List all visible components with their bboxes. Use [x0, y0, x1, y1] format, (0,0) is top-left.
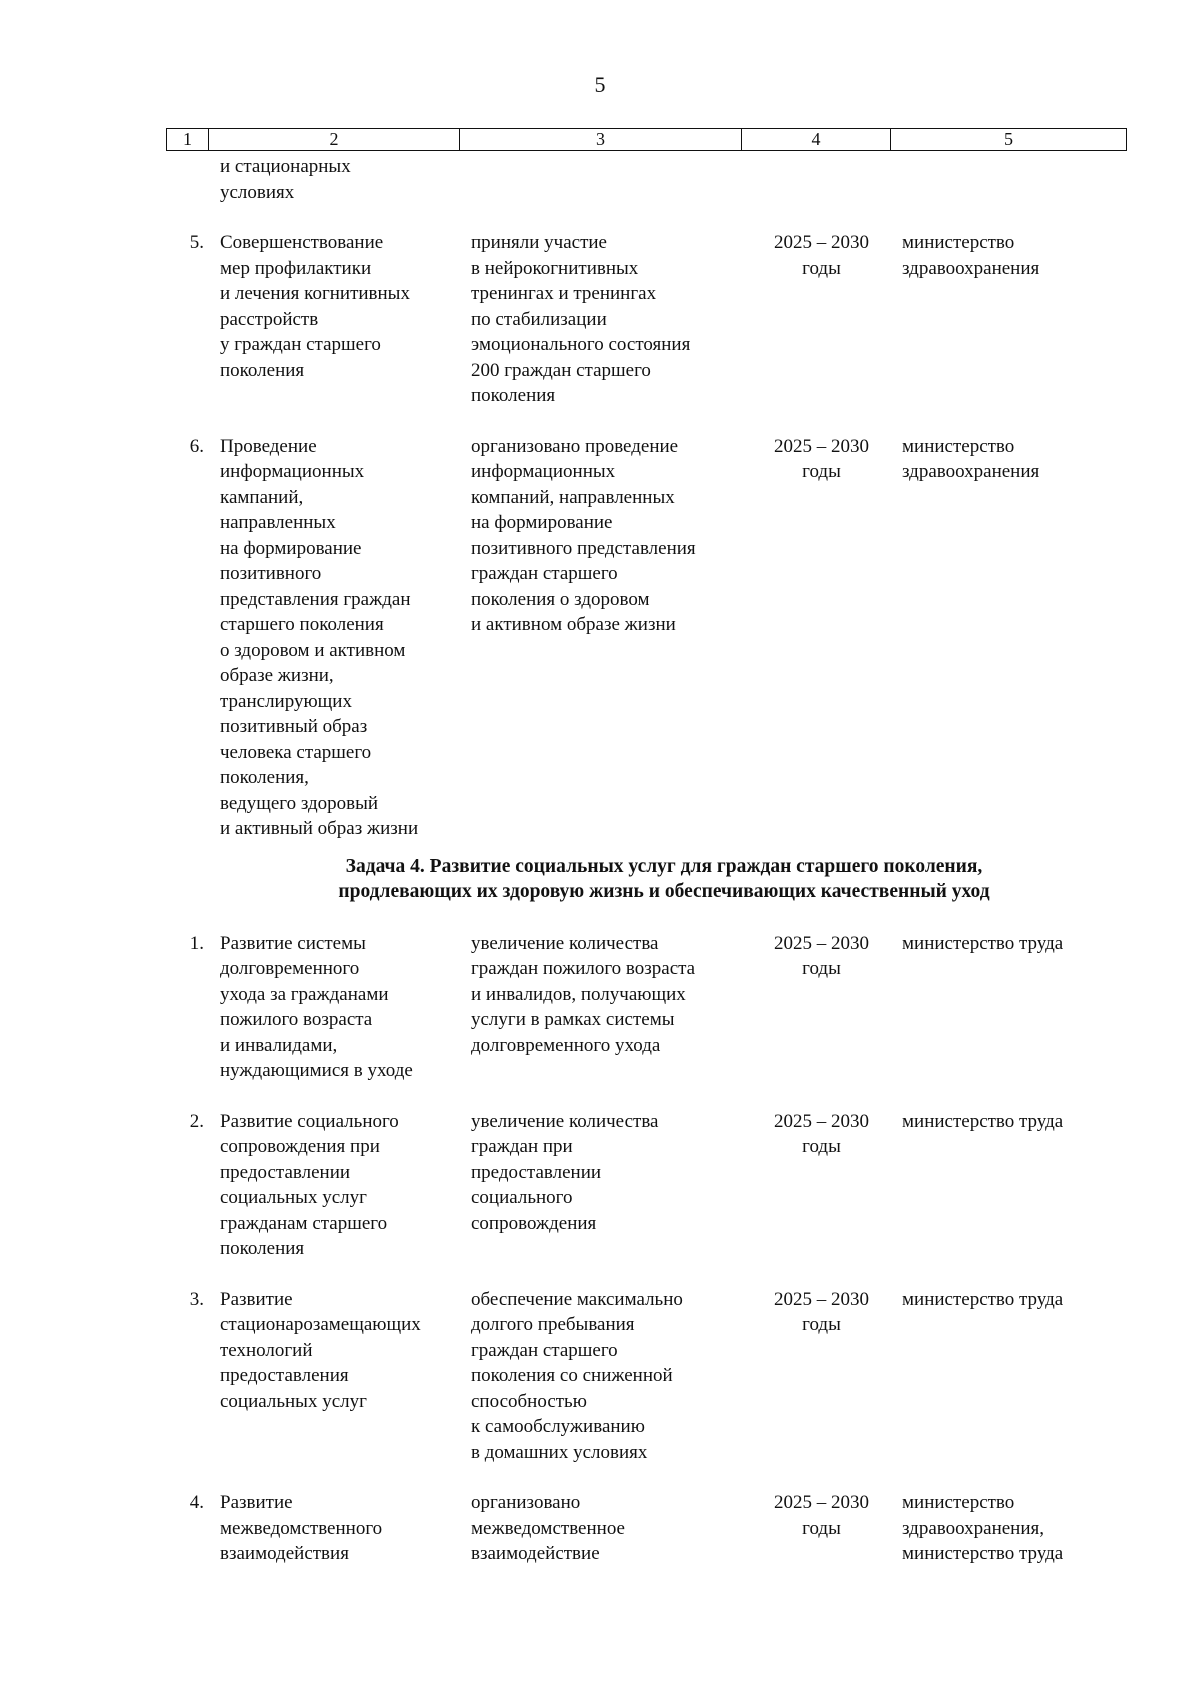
period-text: 2025 – 2030 годы	[774, 232, 869, 279]
executor-text: министерство здравоохранения	[902, 435, 1040, 482]
column-number-4: 4	[742, 129, 891, 151]
table-row	[166, 1109, 1126, 1262]
column-number-3: 3	[460, 129, 742, 151]
measure-text: Развитие стационарозамещающих технологий предоставления социальных услуг	[220, 1288, 421, 1412]
period-text: 2025 – 2030 годы	[774, 435, 869, 482]
table-row	[166, 1490, 1126, 1567]
period-text: 2025 – 2030 годы	[774, 1288, 869, 1335]
executor-text: министерство труда	[902, 1288, 1064, 1310]
executor-text: министерство здравоохранения	[902, 232, 1040, 279]
result-text: увеличение количества граждан при предоставлении социального сопровождения	[471, 1110, 659, 1234]
measure-text: Развитие межведомственного взаимодействия	[220, 1492, 383, 1564]
result-text: приняли участие в нейрокогнитивных тренингах и тренингах по стабилизации эмоционального состояния 200 граждан старшего поколения	[471, 232, 691, 406]
column-number-1: 1	[167, 129, 209, 151]
column-number-header	[166, 128, 1127, 151]
section-title: Задача 4. Развитие социальных услуг для граждан старшего поколения, продлевающих их здоровую жизнь и обеспечивающих качественный уход	[338, 855, 990, 902]
row-number: 2.	[189, 1110, 204, 1132]
row-number: 6.	[189, 435, 204, 457]
measure-text: Проведение информационных кампаний, направленных на формирование позитивного представления граждан старшего поколения о здоровом и активном образе жизни, транслирующих позитивный образ человека старшего поколения, ведущего здоровый и активный образ жизни	[220, 435, 419, 839]
table-row	[166, 931, 1126, 1084]
executor-text: министерство труда	[902, 1110, 1064, 1132]
measure-text: и стационарных условиях	[220, 156, 351, 203]
column-number-5: 5	[891, 129, 1127, 151]
row-number: 4.	[189, 1492, 204, 1513]
measure-text: Совершенствование мер профилактики и лечения когнитивных расстройств у граждан старшего поколения	[220, 232, 410, 381]
page-number: 5	[594, 72, 606, 97]
period-text: 2025 – 2030 годы	[774, 1492, 869, 1539]
result-text: организовано межведомственное взаимодействие	[471, 1492, 625, 1564]
table-row	[166, 434, 1126, 842]
table-row	[166, 1287, 1126, 1466]
row-number: 5.	[189, 232, 204, 253]
result-text: увеличение количества граждан пожилого возраста и инвалидов, получающих услуги в рамках системы долговременного ухода	[471, 932, 696, 1056]
measure-text: Развитие социального сопровождения при предоставлении социальных услуг гражданам старшего поколения	[220, 1110, 399, 1259]
executor-text: министерство труда	[902, 932, 1064, 954]
result-text: обеспечение максимально долгого пребывания граждан старшего поколения со сниженной способностью к самообслуживанию в домашних условиях	[471, 1288, 683, 1463]
column-number-2: 2	[209, 129, 460, 151]
measure-text: Развитие системы долговременного ухода за гражданами пожилого возраста и инвалидами, нуждающимися в уходе	[220, 932, 413, 1081]
measures-table-body	[166, 154, 1126, 1567]
continuation-row	[166, 154, 1126, 205]
row-number: 3.	[189, 1288, 204, 1310]
executor-text: министерство здравоохранения, министерство труда	[902, 1492, 1064, 1564]
period-text: 2025 – 2030 годы	[774, 932, 869, 979]
result-text: организовано проведение информационных компаний, направленных на формирование позитивного представления граждан старшего поколения о здоровом и активном образе жизни	[471, 435, 696, 635]
period-text: 2025 – 2030 годы	[774, 1110, 869, 1157]
table-row	[166, 230, 1126, 409]
row-number: 1.	[189, 932, 204, 954]
